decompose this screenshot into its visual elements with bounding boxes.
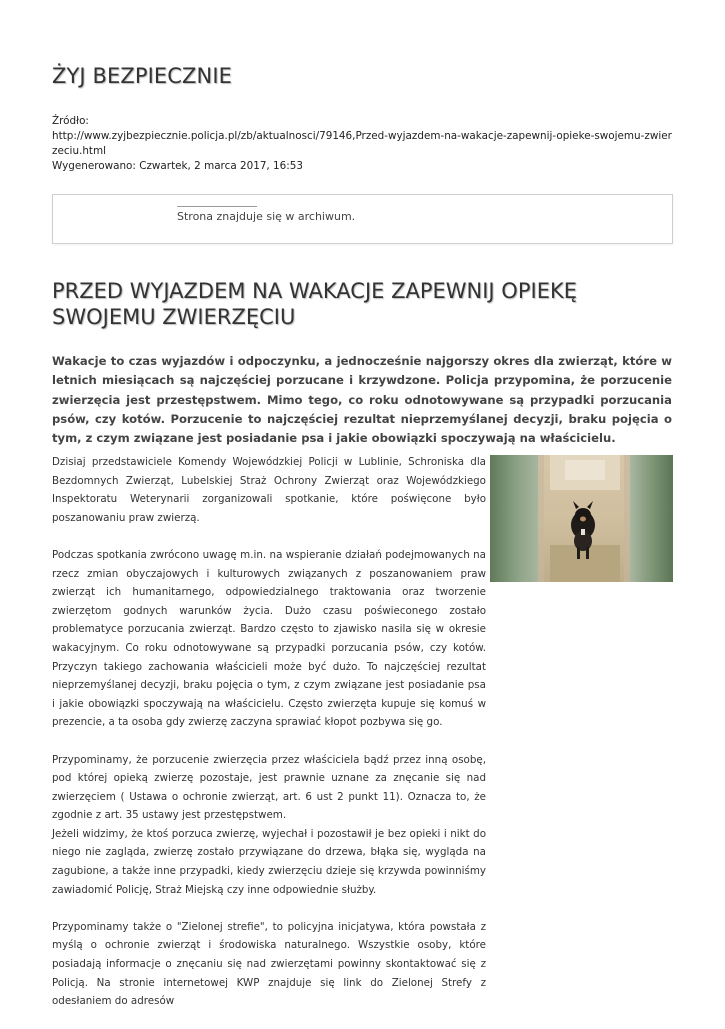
article-paragraph: Przypominamy także o "Zielonej strefie", to policyjna inicjatywa, która powstała z myślą o ochronie zwierząt i środowiska naturalnego. Wszystkie osoby, które posiadają informacje o znęcaniu się nad zwierzętami powinny skontaktować się z Policją. Na stronie internetowej KWP znajduje się link do Zielonej Strefy z odesłaniem do adresów — [52, 920, 486, 1008]
source-label: Źródło: — [52, 115, 89, 127]
archive-notice-box — [52, 194, 673, 244]
article-lead: Wakacje to czas wyjazdów i odpoczynku, a jednocześnie najgorszy okres dla zwierząt, które w letnich miesiącach są najczęściej porzucane i krzywdzone. Policja przypomina, że porzucenie zwierzęcia jest przestępstwem. Mimo tego, co roku odnotowywane są przypadki porzucania psów, czy kotów. Porzucenie to najczęściej rezultat nieprzemyślanej decyzji, braku pojęcia o tym, z czym związane jest posiadanie psa i jakie obowiązki spoczywają na właścicielu. — [52, 354, 672, 446]
site-title: ŻYJ BEZPIECZNIE — [52, 64, 232, 88]
source-url: http://www.zyjbezpiecznie.policja.pl/zb/aktualnosci/79146,Przed-wyjazdem-na-wakacje-zapewnij-opieke-swojemu-zwierzeciu.html — [52, 130, 672, 157]
article-paragraph: Dzisiaj przedstawiciele Komendy Wojewódzkiej Policji w Lublinie, Schroniska dla Bezdomnych Zwierząt, Lubelskiej Straż Ochrony Zwierząt oraz Wojewódzkiego Inspektoratu Weterynarii zorganizowali spotkanie, które poświęcone było poszanowaniu praw zwierzą. — [52, 456, 486, 524]
dog-photo-image — [490, 455, 673, 582]
source-meta — [52, 114, 677, 174]
archive-notice-text: Strona znajduje się w archiwum. — [177, 210, 356, 223]
archive-divider — [177, 206, 257, 207]
article-paragraph: Przypominamy, że porzucenie zwierzęcia przez właściciela bądź przez inną osobę, pod której opieką zwierzę pozostaje, jest prawnie uznane za znęcanie się nad zwierzęciem ( Ustawa o ochronie zwierząt, art. 6 ust 2 punkt 11). Oznacza to, że zgodnie z art. 35 ustawy jest przestępstwem. — [52, 753, 486, 822]
article-paragraph: Jeżeli widzimy, że ktoś porzuca zwierzę, wyjechał i pozostawił je bez opieki i nikt do niego nie zagląda, zwierzę zostało przywiązane do drzewa, błąka się, wygląda na zagubione, a także inne przypadki, kiedy zwierzęciu dzieje się krzywda powinniśmy zawiadomić Policję, Straż Miejską czy inne odpowiednie służby. — [52, 827, 486, 896]
article-paragraph: Podczas spotkania zwrócono uwagę m.in. na wspieranie działań podejmowanych na rzecz zmian obyczajowych i kulturowych związanych z poszanowaniem praw zwierząt ich humanitarnego, odpowiedzialnego traktowania oraz tworzenie zwierzętom godnych warunków życia. Dużo czasu poświeconego zostało problematyce porzucania zwierząt. Bardzo często to zjawisko nasila się w okresie wakacyjnym. Co roku odnotowywane są przypadki porzucania psów, czy kotów. Przyczyn takiego zachowania właścicieli może być dużo. To najczęściej rezultat nieprzemyślanej decyzji, braku pojęcia o tym, z czym związane jest posiadanie psa i jakie obowiązki spoczywają na właścicielu. Często zwierzęta kupuje się komuś w prezencie, a ta osoba gdy zwierzę zaczyna sprawiać kłopot pozbywa się go. — [52, 548, 486, 729]
generated-date: Wygenerowano: Czwartek, 2 marca 2017, 16:53 — [52, 160, 303, 172]
article-body — [52, 453, 486, 1029]
article-title: PRZED WYJAZDEM NA WAKACJE ZAPEWNIJ OPIEKĘ SWOJEMU ZWIERZĘCIU — [52, 279, 577, 329]
article-photo-dog — [490, 455, 673, 582]
